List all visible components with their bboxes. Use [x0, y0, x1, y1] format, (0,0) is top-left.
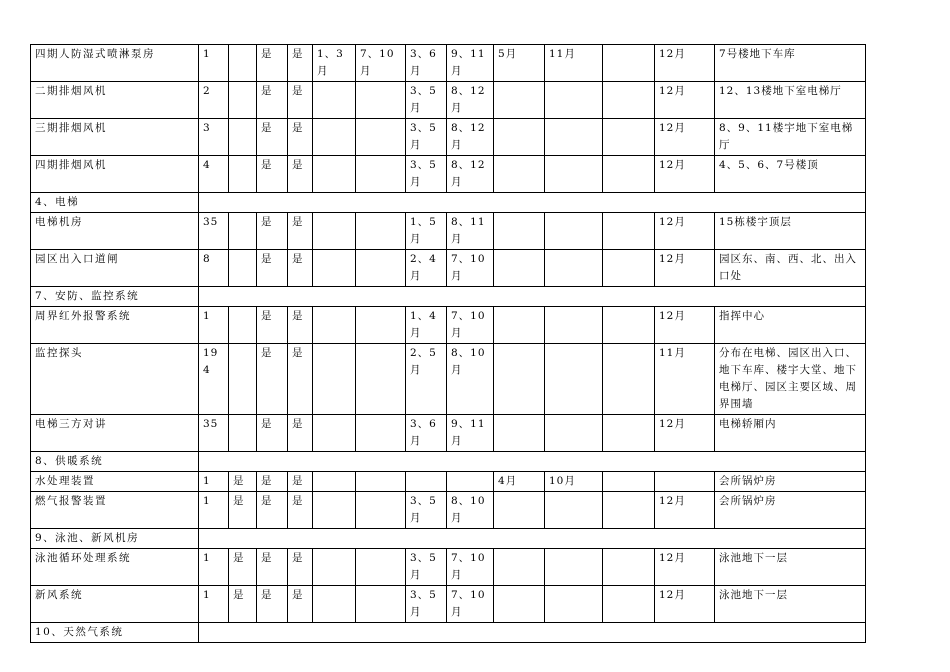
annual-month-cell: 12月	[655, 415, 715, 452]
flag-b-cell: 是	[257, 119, 288, 156]
section-title: 10、天然气系统	[31, 623, 199, 643]
period-2-cell	[356, 549, 406, 586]
flag-b-cell: 是	[257, 82, 288, 119]
period-7-cell	[603, 549, 655, 586]
quantity-cell: 1	[199, 492, 229, 529]
period-6-cell: 11月	[545, 45, 603, 82]
equipment-name-cell: 泳池循环处理系统	[31, 549, 199, 586]
flag-b-cell: 是	[257, 45, 288, 82]
table-row	[31, 344, 866, 415]
flag-a-cell	[229, 344, 257, 415]
period-3-cell: 3、5月	[406, 119, 447, 156]
period-3-cell: 3、6月	[406, 45, 447, 82]
flag-c-cell: 是	[288, 549, 313, 586]
quantity-cell: 1	[199, 307, 229, 344]
period-5-cell: 5月	[494, 45, 545, 82]
period-3-cell: 3、5月	[406, 586, 447, 623]
period-4-cell: 8、12月	[447, 119, 494, 156]
quantity-cell: 194	[199, 344, 229, 415]
table-row	[31, 119, 866, 156]
annual-month-cell: 12月	[655, 549, 715, 586]
flag-b-cell: 是	[257, 156, 288, 193]
period-1-cell	[313, 472, 356, 492]
period-3-cell: 1、5月	[406, 213, 447, 250]
period-5-cell	[494, 250, 545, 287]
period-7-cell	[603, 492, 655, 529]
annual-month-cell: 12月	[655, 213, 715, 250]
period-7-cell	[603, 250, 655, 287]
quantity-cell: 35	[199, 415, 229, 452]
period-6-cell	[545, 250, 603, 287]
flag-b-cell: 是	[257, 250, 288, 287]
period-7-cell	[603, 82, 655, 119]
period-2-cell	[356, 119, 406, 156]
period-3-cell: 3、6月	[406, 415, 447, 452]
period-3-cell: 2、5月	[406, 344, 447, 415]
period-5-cell	[494, 549, 545, 586]
period-6-cell	[545, 82, 603, 119]
quantity-cell: 1	[199, 472, 229, 492]
period-3-cell: 3、5月	[406, 82, 447, 119]
period-2-cell: 7、10月	[356, 45, 406, 82]
location-cell: 15栋楼宇顶层	[715, 213, 866, 250]
period-2-cell	[356, 82, 406, 119]
period-2-cell	[356, 415, 406, 452]
flag-a-cell	[229, 415, 257, 452]
period-5-cell	[494, 156, 545, 193]
location-cell: 泳池地下一层	[715, 586, 866, 623]
flag-a-cell	[229, 156, 257, 193]
quantity-cell: 1	[199, 586, 229, 623]
period-2-cell	[356, 492, 406, 529]
period-3-cell	[406, 472, 447, 492]
period-5-cell	[494, 415, 545, 452]
period-2-cell	[356, 156, 406, 193]
location-cell: 泳池地下一层	[715, 549, 866, 586]
annual-month-cell: 12月	[655, 250, 715, 287]
location-cell: 园区东、南、西、北、出入口处	[715, 250, 866, 287]
quantity-cell: 4	[199, 156, 229, 193]
section-spacer-cell	[199, 529, 866, 549]
period-5-cell	[494, 586, 545, 623]
section-spacer-cell	[199, 193, 866, 213]
period-1-cell	[313, 82, 356, 119]
table-row	[31, 549, 866, 586]
period-6-cell	[545, 156, 603, 193]
annual-month-cell: 12月	[655, 307, 715, 344]
equipment-name-cell: 三期排烟风机	[31, 119, 199, 156]
location-cell: 8、9、11楼宇地下室电梯厅	[715, 119, 866, 156]
period-1-cell	[313, 213, 356, 250]
flag-c-cell: 是	[288, 119, 313, 156]
table-row	[31, 156, 866, 193]
flag-b-cell: 是	[257, 472, 288, 492]
equipment-name-cell: 二期排烟风机	[31, 82, 199, 119]
period-2-cell	[356, 250, 406, 287]
period-1-cell	[313, 586, 356, 623]
location-cell: 会所锅炉房	[715, 472, 866, 492]
flag-a-cell	[229, 45, 257, 82]
period-1-cell	[313, 250, 356, 287]
period-1-cell	[313, 156, 356, 193]
period-6-cell: 10月	[545, 472, 603, 492]
section-spacer-cell	[199, 623, 866, 643]
quantity-cell: 2	[199, 82, 229, 119]
period-2-cell	[356, 307, 406, 344]
flag-b-cell: 是	[257, 415, 288, 452]
flag-b-cell: 是	[257, 586, 288, 623]
quantity-cell: 3	[199, 119, 229, 156]
flag-b-cell: 是	[257, 549, 288, 586]
period-7-cell	[603, 472, 655, 492]
equipment-name-cell: 电梯机房	[31, 213, 199, 250]
period-4-cell: 7、10月	[447, 549, 494, 586]
flag-c-cell: 是	[288, 250, 313, 287]
period-6-cell	[545, 586, 603, 623]
period-4-cell: 8、10月	[447, 492, 494, 529]
flag-a-cell: 是	[229, 492, 257, 529]
flag-c-cell: 是	[288, 213, 313, 250]
flag-b-cell: 是	[257, 213, 288, 250]
equipment-name-cell: 园区出入口道闸	[31, 250, 199, 287]
period-6-cell	[545, 213, 603, 250]
period-7-cell	[603, 344, 655, 415]
period-7-cell	[603, 119, 655, 156]
period-4-cell: 9、11月	[447, 45, 494, 82]
section-header-row	[31, 623, 866, 643]
period-6-cell	[545, 492, 603, 529]
period-4-cell: 7、10月	[447, 586, 494, 623]
quantity-cell: 8	[199, 250, 229, 287]
annual-month-cell: 12月	[655, 586, 715, 623]
section-header-row	[31, 193, 866, 213]
table-row	[31, 45, 866, 82]
period-6-cell	[545, 415, 603, 452]
flag-c-cell: 是	[288, 344, 313, 415]
flag-c-cell: 是	[288, 415, 313, 452]
period-3-cell: 3、5月	[406, 156, 447, 193]
period-2-cell	[356, 472, 406, 492]
period-1-cell	[313, 415, 356, 452]
maintenance-schedule-table	[30, 44, 866, 643]
period-5-cell	[494, 492, 545, 529]
period-3-cell: 1、4月	[406, 307, 447, 344]
flag-a-cell	[229, 307, 257, 344]
period-2-cell	[356, 344, 406, 415]
period-1-cell: 1、3月	[313, 45, 356, 82]
annual-month-cell: 12月	[655, 492, 715, 529]
period-1-cell	[313, 307, 356, 344]
period-1-cell	[313, 119, 356, 156]
annual-month-cell: 12月	[655, 119, 715, 156]
section-title: 8、供暖系统	[31, 452, 199, 472]
equipment-name-cell: 燃气报警装置	[31, 492, 199, 529]
period-4-cell	[447, 472, 494, 492]
flag-c-cell: 是	[288, 472, 313, 492]
period-3-cell: 3、5月	[406, 492, 447, 529]
equipment-name-cell: 四期排烟风机	[31, 156, 199, 193]
period-7-cell	[603, 415, 655, 452]
table-row	[31, 586, 866, 623]
flag-a-cell	[229, 213, 257, 250]
section-title: 9、泳池、新风机房	[31, 529, 199, 549]
quantity-cell: 1	[199, 45, 229, 82]
annual-month-cell: 12月	[655, 45, 715, 82]
section-spacer-cell	[199, 287, 866, 307]
section-header-row	[31, 452, 866, 472]
section-title: 7、安防、监控系统	[31, 287, 199, 307]
table-row	[31, 307, 866, 344]
annual-month-cell: 11月	[655, 344, 715, 415]
period-4-cell: 7、10月	[447, 250, 494, 287]
period-5-cell	[494, 82, 545, 119]
flag-c-cell: 是	[288, 45, 313, 82]
equipment-name-cell: 监控探头	[31, 344, 199, 415]
table-row	[31, 492, 866, 529]
location-cell: 分布在电梯、园区出入口、地下车库、楼宇大堂、地下电梯厅、园区主要区域、周界围墙	[715, 344, 866, 415]
flag-c-cell: 是	[288, 492, 313, 529]
flag-b-cell: 是	[257, 492, 288, 529]
flag-a-cell	[229, 82, 257, 119]
equipment-name-cell: 电梯三方对讲	[31, 415, 199, 452]
period-6-cell	[545, 344, 603, 415]
period-1-cell	[313, 549, 356, 586]
location-cell: 7号楼地下车库	[715, 45, 866, 82]
period-4-cell: 8、10月	[447, 344, 494, 415]
period-3-cell: 2、4月	[406, 250, 447, 287]
section-spacer-cell	[199, 452, 866, 472]
period-5-cell	[494, 213, 545, 250]
equipment-name-cell: 周界红外报警系统	[31, 307, 199, 344]
flag-b-cell: 是	[257, 344, 288, 415]
period-7-cell	[603, 307, 655, 344]
flag-c-cell: 是	[288, 586, 313, 623]
flag-c-cell: 是	[288, 307, 313, 344]
flag-b-cell: 是	[257, 307, 288, 344]
flag-c-cell: 是	[288, 156, 313, 193]
equipment-name-cell: 新风系统	[31, 586, 199, 623]
table-row	[31, 250, 866, 287]
period-6-cell	[545, 549, 603, 586]
location-cell: 会所锅炉房	[715, 492, 866, 529]
annual-month-cell: 12月	[655, 156, 715, 193]
flag-a-cell: 是	[229, 549, 257, 586]
period-5-cell: 4月	[494, 472, 545, 492]
period-5-cell	[494, 307, 545, 344]
period-7-cell	[603, 45, 655, 82]
annual-month-cell: 12月	[655, 82, 715, 119]
quantity-cell: 1	[199, 549, 229, 586]
section-header-row	[31, 287, 866, 307]
table-row	[31, 415, 866, 452]
period-5-cell	[494, 344, 545, 415]
period-2-cell	[356, 213, 406, 250]
equipment-name-cell: 水处理装置	[31, 472, 199, 492]
period-4-cell: 8、12月	[447, 156, 494, 193]
flag-a-cell	[229, 250, 257, 287]
period-4-cell: 8、12月	[447, 82, 494, 119]
period-6-cell	[545, 307, 603, 344]
period-7-cell	[603, 213, 655, 250]
flag-a-cell: 是	[229, 472, 257, 492]
section-header-row	[31, 529, 866, 549]
period-3-cell: 3、5月	[406, 549, 447, 586]
period-1-cell	[313, 344, 356, 415]
equipment-name-cell: 四期人防湿式喷淋泵房	[31, 45, 199, 82]
location-cell: 指挥中心	[715, 307, 866, 344]
period-4-cell: 7、10月	[447, 307, 494, 344]
table-row	[31, 213, 866, 250]
period-5-cell	[494, 119, 545, 156]
flag-c-cell: 是	[288, 82, 313, 119]
flag-a-cell: 是	[229, 586, 257, 623]
period-4-cell: 8、11月	[447, 213, 494, 250]
period-4-cell: 9、11月	[447, 415, 494, 452]
table-row	[31, 82, 866, 119]
period-7-cell	[603, 156, 655, 193]
period-7-cell	[603, 586, 655, 623]
flag-a-cell	[229, 119, 257, 156]
period-6-cell	[545, 119, 603, 156]
table-row	[31, 472, 866, 492]
location-cell: 12、13楼地下室电梯厅	[715, 82, 866, 119]
section-title: 4、电梯	[31, 193, 199, 213]
quantity-cell: 35	[199, 213, 229, 250]
annual-month-cell	[655, 472, 715, 492]
period-1-cell	[313, 492, 356, 529]
period-2-cell	[356, 586, 406, 623]
location-cell: 电梯轿厢内	[715, 415, 866, 452]
location-cell: 4、5、6、7号楼顶	[715, 156, 866, 193]
